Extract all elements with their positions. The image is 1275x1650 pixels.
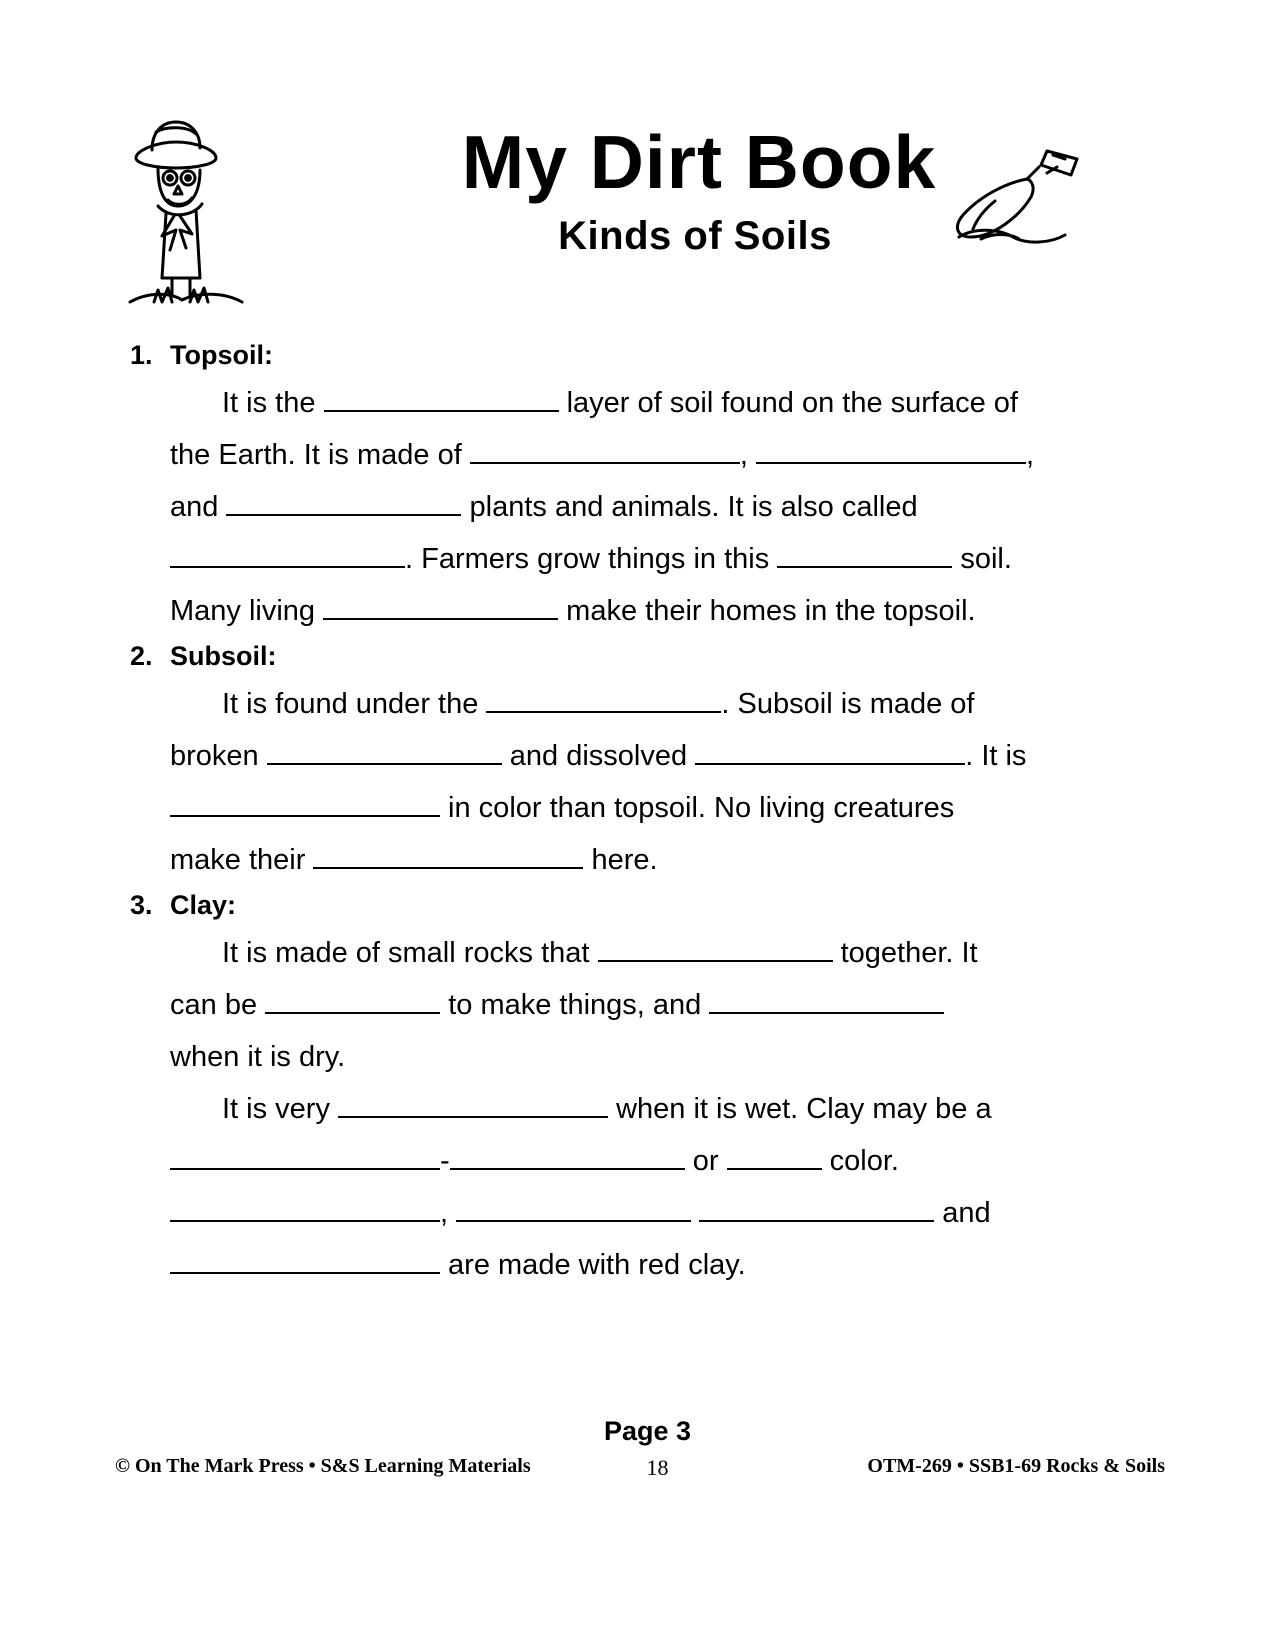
line-text: broken [170, 740, 267, 772]
line-text: plants and animals. It is also called [461, 491, 918, 523]
answer-blank[interactable] [756, 436, 1026, 464]
worksheet-line [0, 979, 1275, 1031]
section-title: Subsoil: [170, 641, 277, 671]
section-number: 3. [130, 890, 153, 920]
line-text: , [1025, 439, 1035, 471]
cartoon-farmer-icon [118, 110, 268, 310]
section-number: 1. [130, 340, 153, 370]
answer-blank[interactable] [456, 1194, 691, 1222]
answer-blank[interactable] [450, 1142, 685, 1170]
worksheet-line [0, 1239, 1275, 1291]
line-text: It is the [222, 387, 324, 419]
section-title: Topsoil: [170, 340, 273, 370]
footer-product-code: OTM-269 • SSB1-69 Rocks & Soils [867, 1455, 1165, 1477]
line-text: together. It [832, 937, 978, 969]
answer-blank[interactable] [777, 540, 952, 568]
page-header [0, 105, 1275, 335]
line-text: when it is wet. Clay may be a [608, 1093, 992, 1125]
worksheet-line [0, 429, 1275, 481]
page-footer [0, 1416, 1275, 1485]
line-text: and dissolved [501, 740, 696, 772]
worksheet-section [0, 340, 1275, 637]
answer-blank[interactable] [338, 1090, 608, 1118]
worksheet-line [0, 927, 1275, 979]
worksheet-line [0, 834, 1275, 886]
worksheet-line [0, 377, 1275, 429]
answer-blank[interactable] [170, 1142, 440, 1170]
section-title: Clay: [170, 890, 237, 920]
footer-page-number: 18 [646, 1455, 669, 1480]
worksheet-body [0, 340, 1275, 1295]
answer-blank[interactable] [598, 934, 833, 962]
line-text: layer of soil found on the surface of [558, 387, 1018, 419]
page-title: My Dirt Book [461, 120, 937, 204]
answer-blank[interactable] [265, 986, 440, 1014]
answer-blank[interactable] [324, 384, 559, 412]
worksheet-line [0, 585, 1275, 637]
line-text: to make things, and [440, 989, 710, 1021]
line-text: soil. [952, 543, 1012, 575]
section-number: 2. [130, 641, 153, 671]
answer-blank[interactable] [226, 488, 461, 516]
line-text: . Farmers grow things in this [405, 543, 778, 575]
worksheet-section [0, 890, 1275, 1291]
line-text: and [934, 1197, 991, 1229]
worksheet-line [0, 481, 1275, 533]
page-label: Page 3 [603, 1416, 692, 1446]
worksheet-line [0, 1083, 1275, 1135]
worksheet-line [0, 1187, 1275, 1239]
worksheet-line [0, 533, 1275, 585]
worksheet-section [0, 641, 1275, 886]
answer-blank[interactable] [486, 685, 721, 713]
line-text: It is made of small rocks that [222, 937, 598, 969]
answer-blank[interactable] [727, 1142, 822, 1170]
line-text: It is very [222, 1093, 339, 1125]
line-text: or [684, 1145, 727, 1177]
line-text [691, 1197, 699, 1229]
line-text: and [170, 491, 227, 523]
answer-blank[interactable] [699, 1194, 934, 1222]
worksheet-line [0, 730, 1275, 782]
answer-blank[interactable] [170, 1246, 440, 1274]
line-text: the Earth. It is made of [170, 439, 470, 471]
line-text: color. [821, 1145, 899, 1177]
answer-blank[interactable] [695, 737, 965, 765]
line-text: . It is [965, 740, 1027, 772]
line-text: , [440, 1197, 457, 1229]
trowel-icon [935, 145, 1085, 255]
worksheet-line [0, 1135, 1275, 1187]
line-text: Many living [170, 595, 324, 627]
line-text: are made with red clay. [440, 1249, 746, 1281]
worksheet-line [0, 782, 1275, 834]
worksheet-line [0, 1031, 1275, 1083]
answer-blank[interactable] [323, 592, 558, 620]
section-heading [0, 340, 1275, 371]
answer-blank[interactable] [470, 436, 740, 464]
answer-blank[interactable] [267, 737, 502, 765]
line-text: make their [170, 844, 314, 876]
line-text: . Subsoil is made of [721, 688, 975, 720]
line-text: make their homes in the topsoil. [558, 595, 976, 627]
footer-publisher: © On The Mark Press • S&S Learning Materials [115, 1455, 531, 1477]
line-text: in color than topsoil. No living creatures [440, 792, 955, 824]
section-heading [0, 890, 1275, 921]
line-text: when it is dry. [170, 1041, 346, 1073]
answer-blank[interactable] [170, 789, 440, 817]
page-subtitle: Kinds of Soils [558, 214, 832, 258]
line-text: It is found under the [222, 688, 487, 720]
line-text: here. [583, 844, 658, 876]
answer-blank[interactable] [170, 540, 405, 568]
answer-blank[interactable] [170, 1194, 440, 1222]
worksheet-line [0, 678, 1275, 730]
line-text: , [739, 439, 756, 471]
answer-blank[interactable] [709, 986, 944, 1014]
line-text: can be [170, 989, 266, 1021]
answer-blank[interactable] [313, 841, 583, 869]
line-text: - [440, 1145, 450, 1177]
section-heading [0, 641, 1275, 672]
